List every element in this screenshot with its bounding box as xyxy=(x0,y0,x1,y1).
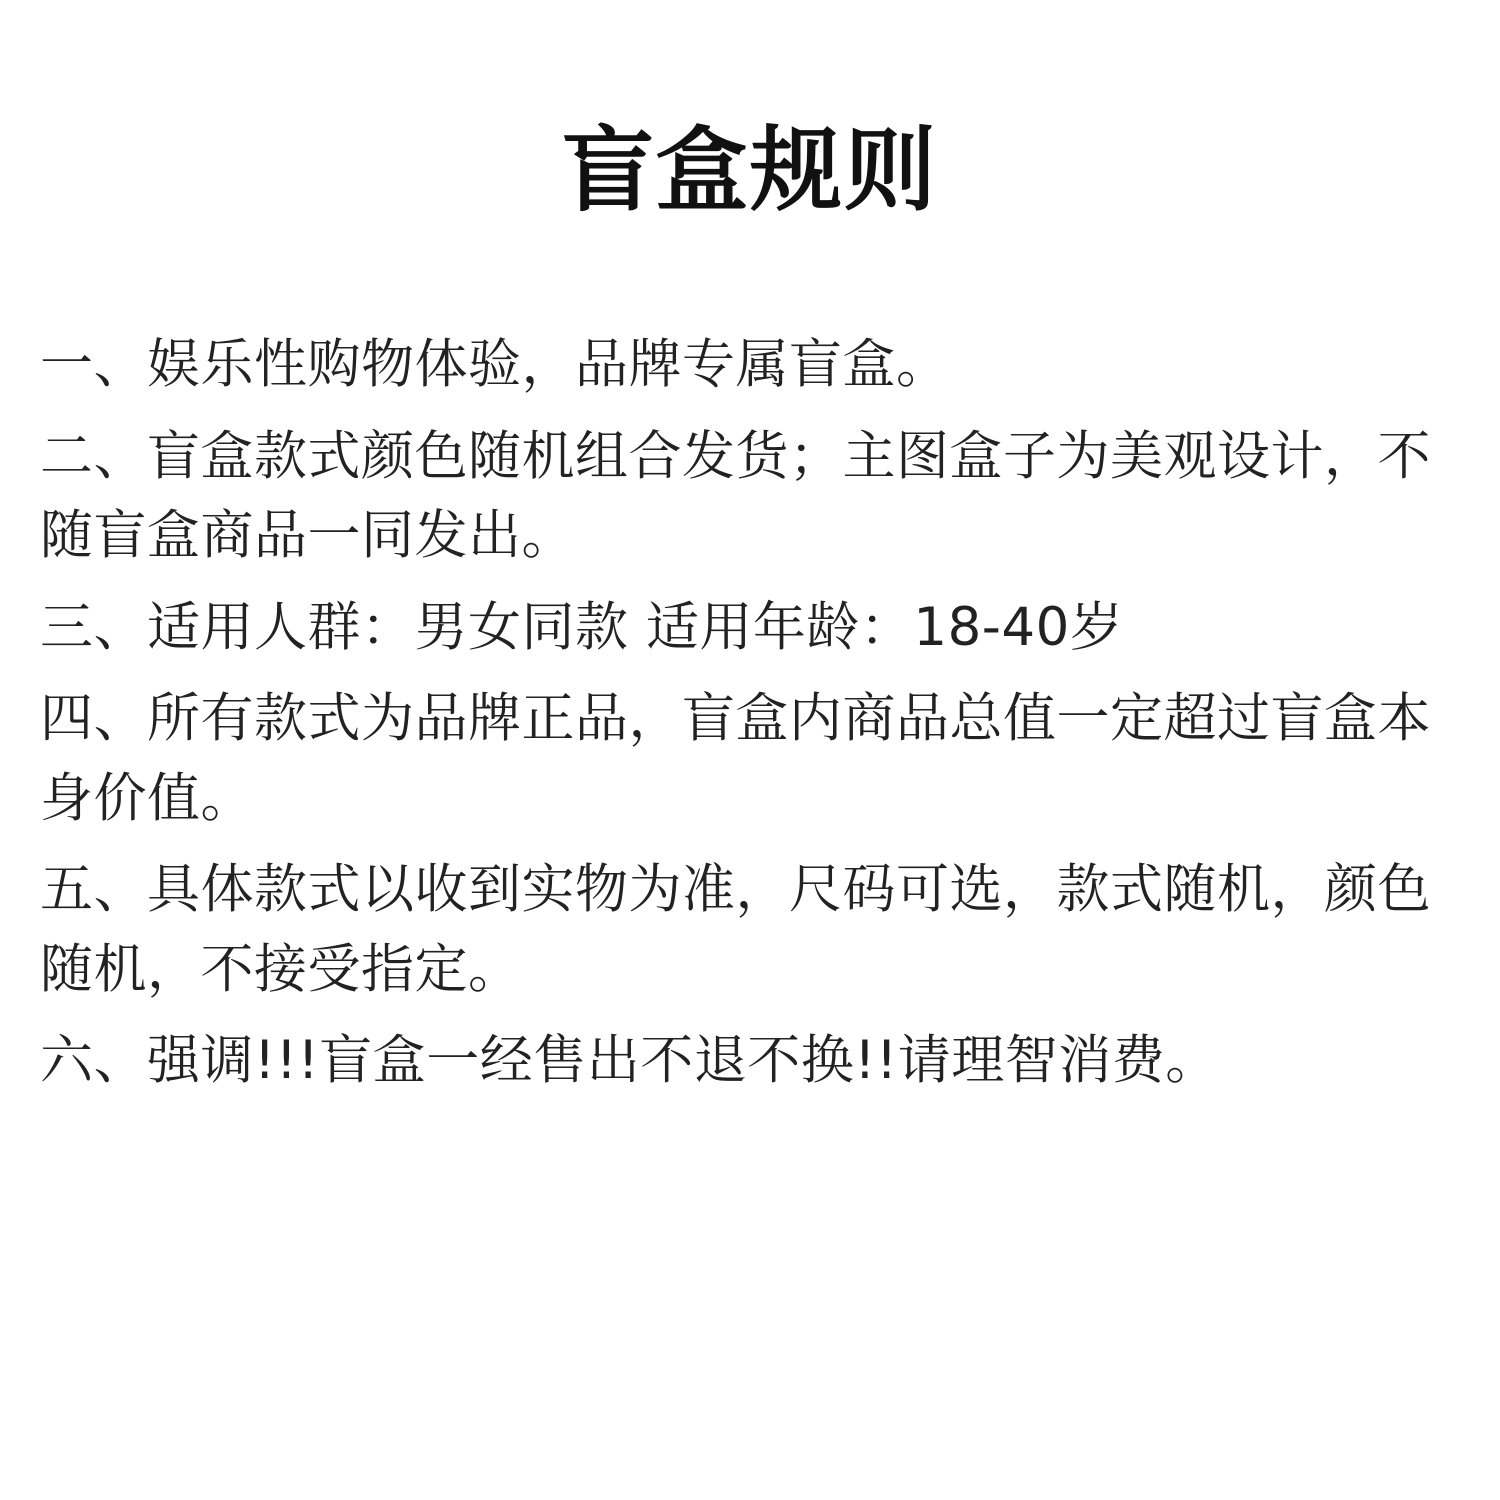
rule-item: 二、盲盒款式颜色随机组合发货；主图盒子为美观设计，不随盲盒商品一同发出。 xyxy=(40,425,1431,566)
rules-list xyxy=(40,325,1470,1113)
rule-item: 四、所有款式为品牌正品，盲盒内商品总值一定超过盲盒本身价值。 xyxy=(40,688,1431,829)
rule-item: 三、适用人群：男女同款 适用年龄：18-40岁 xyxy=(40,596,1124,658)
page-title: 盲盒规则 xyxy=(561,117,938,224)
rule-item: 六、强调!!!盲盒一经售出不退不换!!请理智消费。 xyxy=(40,1030,1219,1091)
rule-item: 一、娱乐性购物体验，品牌专属盲盒。 xyxy=(40,334,950,395)
rule-item: 五、具体款式以收到实物为准，尺码可选，款式随机，颜色随机，不接受指定。 xyxy=(40,859,1431,1000)
